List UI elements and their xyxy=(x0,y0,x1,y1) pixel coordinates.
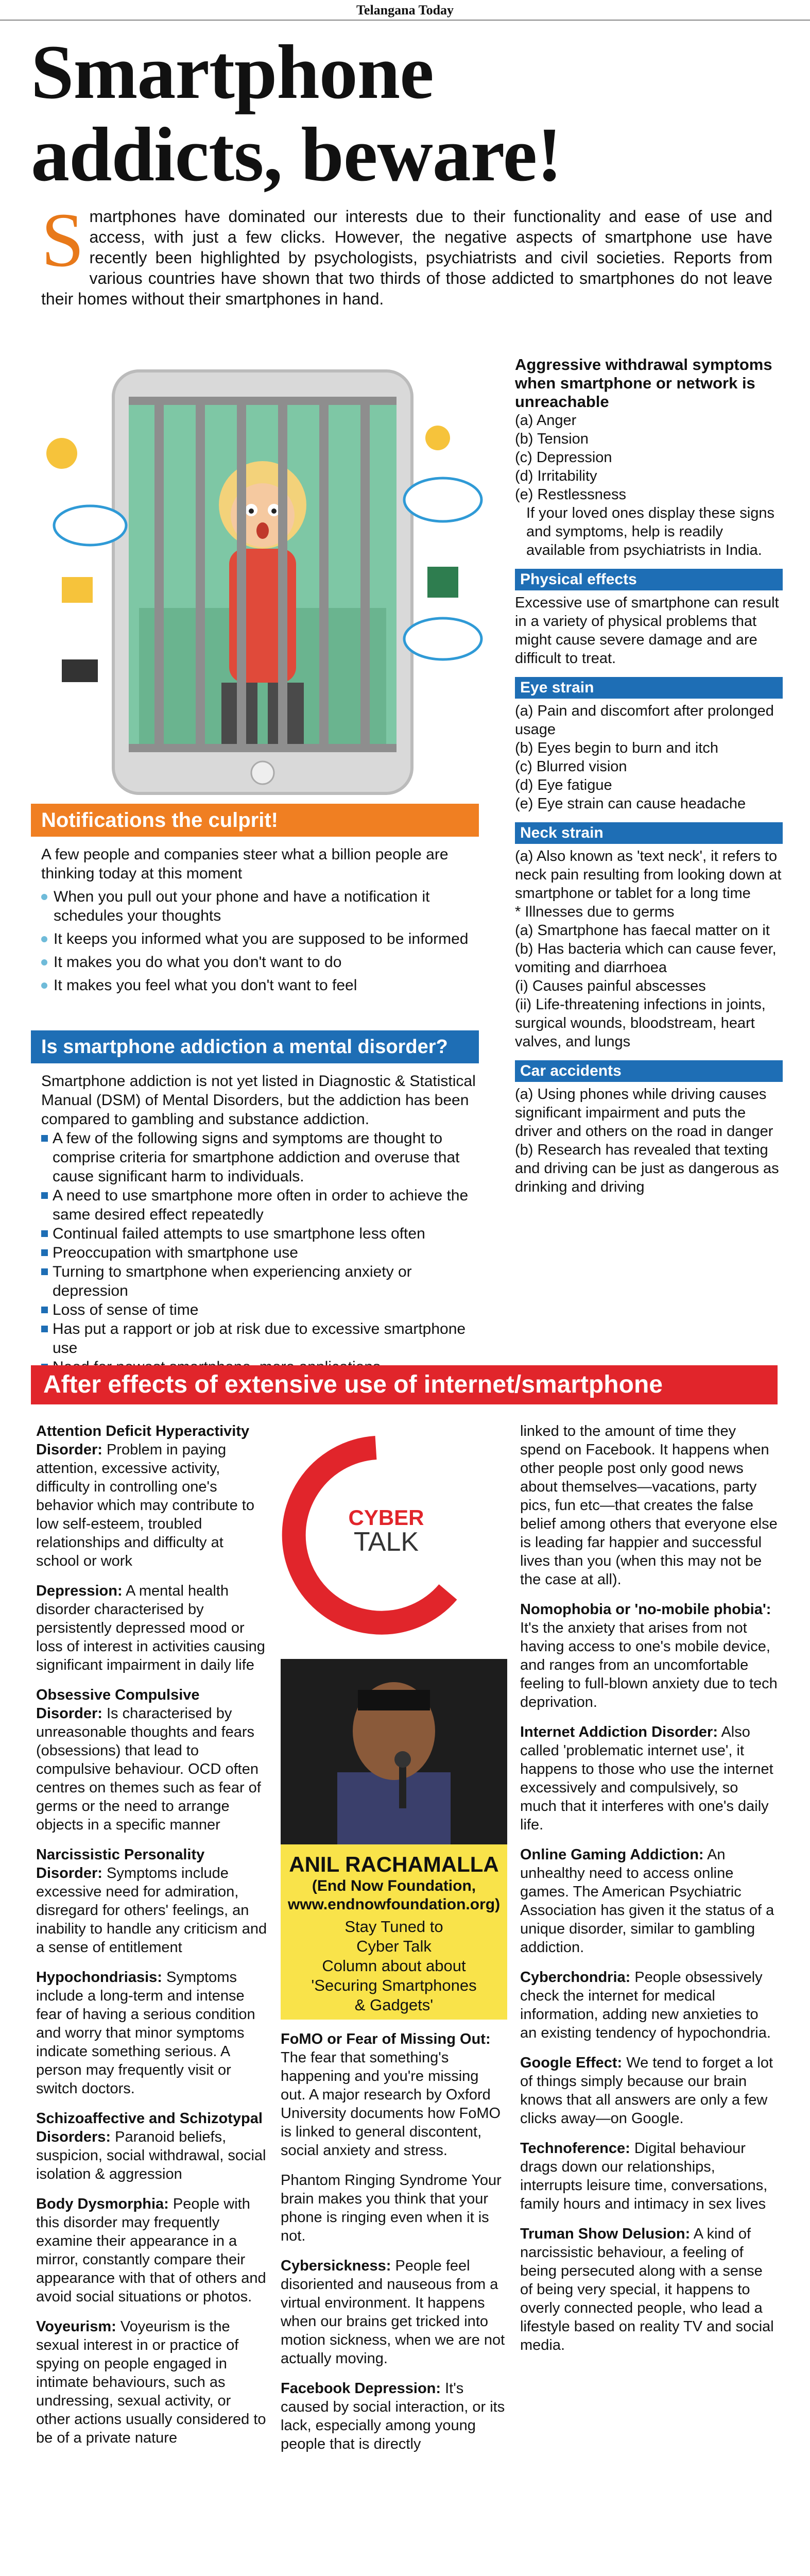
columnist-name: ANIL RACHAMALLA xyxy=(289,1852,499,1876)
disorder-term: Narcissistic Personality Disorder: xyxy=(36,1846,205,1882)
disorder-term: Internet Addiction Disorder: xyxy=(520,1724,718,1740)
disorder-term: Facebook Depression: xyxy=(281,2380,441,2397)
disorder-description: linked to the amount of time they spend on Facebook. It happens when other people post only good news about themselves—vacations, party pics, fun etc—that creates the false belief among others that everyone else is leading far happier and successful lives than you (when this may not be the case at all). xyxy=(520,1423,778,1588)
disorder-term: Body Dysmorphia: xyxy=(36,2196,169,2212)
disorder-bullet: Has put a rapport or job at risk due to excessive smartphone use xyxy=(41,1319,484,1358)
disorder-entry xyxy=(281,2379,507,2453)
neck-heading: Neck strain xyxy=(515,822,783,844)
withdrawal-item: (d) Irritability xyxy=(515,468,597,484)
eye-item: (c) Blurred vision xyxy=(515,758,627,775)
disorder-description: Symptoms include a long-term and intense fear of having a serious condition and worry that minor symptoms indicate something serious. A person may frequently visit or switch doctors. xyxy=(36,1969,255,2097)
column-about-2: 'Securing Smartphones xyxy=(311,1976,477,1994)
notification-bullet: It makes you do what you don't want to do xyxy=(41,953,484,972)
disorder-bullet: A need to use smartphone more often in order to achieve the same desired effect repeatedly xyxy=(41,1186,484,1224)
disorder-entry xyxy=(36,1686,268,1834)
disorder-description: An unhealthy need to access online games. The American Psychiatric Association has given it the status of a unique disorder, similar to gambling addiction. xyxy=(520,1846,774,1956)
headline xyxy=(31,31,783,196)
headline-line-1: Smartphone xyxy=(31,29,434,115)
disorder-entry xyxy=(520,2225,778,2354)
intro-text: martphones have dominated our interests due to their functionality and ease of use and access, with just a few clicks. However, the negative aspects of smartphone use have recently been highlighted by psychologists, psychiatrists and civil societies. Reports from various countries have shown that two thirds of those addicted to smartphones do not leave their homes without their smartphones in hand. xyxy=(41,207,772,308)
notifications-block xyxy=(41,845,484,995)
eye-item: (a) Pain and discomfort after prolonged usage xyxy=(515,703,774,738)
disorder-term: Obsessive Compulsive Disorder: xyxy=(36,1687,200,1722)
stay-tuned-1: Stay Tuned to xyxy=(344,1918,443,1936)
disorder-term: Schizoaffective and Schizotypal Disorders: xyxy=(36,2110,263,2145)
disorder-description: A kind of narcissistic behaviour, a feeling of being persecuted along with a sense of being very special, it happens to overly connected people, who lead a lifestyle based on reality TV and social media. xyxy=(520,2226,774,2353)
aftereffects-column-2 xyxy=(281,2030,507,2465)
phone-jail-illustration xyxy=(31,350,494,804)
cyber-talk-logo-line2: TALK xyxy=(353,1527,419,1557)
disorder-term: Nomophobia or 'no-mobile phobia': xyxy=(520,1601,771,1618)
disorder-intro: Smartphone addiction is not yet listed in Diagnostic & Statistical Manual (DSM) of Mental Disorders, but the addiction has been compared to gambling and substance addiction. xyxy=(41,1073,476,1128)
columnist-org: (End Now Foundation, xyxy=(312,1877,476,1894)
disorder-entry xyxy=(36,2317,268,2447)
disorder-term: Depression: xyxy=(36,1583,123,1599)
column-about-3: & Gadgets' xyxy=(354,1996,434,2014)
disorder-description: Digital behaviour drags down our relationships, interrupts leisure time, conversations, family hours and intimacy in sex lives xyxy=(520,2140,768,2212)
disorder-description: It's caused by social interaction, or its lack, especially among young people that is directly xyxy=(281,2380,505,2452)
disorder-bullet: Preoccupation with smartphone use xyxy=(41,1243,484,1262)
disorder-description: The fear that something's happening and you're missing out. A major research by Oxford University documents how FoMO is linked to general discontent, social anxiety and stress. xyxy=(281,2049,501,2159)
withdrawal-item: (c) Depression xyxy=(515,449,612,466)
column-about-1: Column about about xyxy=(322,1957,466,1975)
disorder-term: Cyberchondria: xyxy=(520,1969,631,1986)
disorder-entry xyxy=(520,1600,778,1711)
withdrawal-heading: Aggressive withdrawal symptoms when smartphone or network is unreachable xyxy=(515,355,772,411)
neck-item: (a) Smartphone has faecal matter on it xyxy=(515,922,770,939)
disorder-bullet: Continual failed attempts to use smartphone less often xyxy=(41,1224,484,1243)
notifications-intro: A few people and companies steer what a billion people are thinking today at this moment xyxy=(41,846,449,882)
disorder-entry xyxy=(520,1422,778,1589)
disorder-description: A mental health disorder characterised by persistently depressed mood or loss of interest in activities causing significant impairment in daily life xyxy=(36,1583,265,1673)
disorder-description: People obsessively check the internet for medical information, adding new anxieties to an existing tendency of hypochondria. xyxy=(520,1969,771,2041)
cyber-talk-logo-line1: CYBER xyxy=(348,1505,424,1530)
disorder-block xyxy=(41,1072,484,1377)
disorder-term: FoMO or Fear of Missing Out: xyxy=(281,2031,491,2047)
disorder-term: Attention Deficit Hyperactivity Disorder: xyxy=(36,1423,250,1458)
aftereffects-column-1 xyxy=(36,1422,268,2459)
disorder-description: We tend to forget a lot of things simply because our brain knows that all answers are only a few clicks away—on Google. xyxy=(520,2055,773,2127)
columnist-info xyxy=(281,1847,507,2015)
masthead: Telangana Today xyxy=(0,0,810,21)
disorder-entry xyxy=(281,2030,507,2160)
disorder-term: Voyeurism: xyxy=(36,2318,116,2335)
notification-bullet: It keeps you informed what you are supposed to be informed xyxy=(41,929,484,948)
neck-item: (b) Has bacteria which can cause fever, vomiting and diarrhoea xyxy=(515,941,777,976)
disorder-term: Truman Show Delusion: xyxy=(520,2226,691,2242)
disorder-term: Google Effect: xyxy=(520,2055,623,2071)
disorder-description: Also called 'problematic internet use', it happens to those who use the internet excessively and compulsively, so much that it interferes with one's daily life. xyxy=(520,1724,773,1833)
eye-item: (d) Eye fatigue xyxy=(515,777,612,793)
disorder-entry xyxy=(36,2195,268,2306)
eye-item: (e) Eye strain can cause headache xyxy=(515,795,746,812)
disorder-entry xyxy=(36,2109,268,2183)
dropcap: S xyxy=(41,197,84,283)
disorder-description: People feel disoriented and nauseous from a virtual environment. It happens when our brains get tricked into motion sickness, when we are not actually moving. xyxy=(281,2258,505,2367)
withdrawal-item: (b) Tension xyxy=(515,431,589,447)
aftereffects-heading: After effects of extensive use of internet/smartphone xyxy=(31,1365,778,1404)
columnist-photo xyxy=(281,1659,507,1844)
car-heading: Car accidents xyxy=(515,1060,783,1082)
disorder-description: Voyeurism is the sexual interest in or practice of spying on people engaged in intimate behaviours, such as undressing, sexual activity, or other actions usually considered to be of a private nature xyxy=(36,2318,266,2446)
physical-heading: Physical effects xyxy=(515,569,783,590)
disorder-bullet: Loss of sense of time xyxy=(41,1300,484,1319)
disorder-entry xyxy=(520,2054,778,2128)
notifications-heading: Notifications the culprit! xyxy=(31,804,479,837)
stay-tuned-2: Cyber Talk xyxy=(356,1937,432,1955)
neck-item: (i) Causes painful abscesses xyxy=(515,978,706,994)
columnist-card xyxy=(281,1659,507,2020)
neck-item: * Illnesses due to germs xyxy=(515,904,675,920)
disorder-entry xyxy=(281,2257,507,2368)
disorder-bullet: Turning to smartphone when experiencing anxiety or depression xyxy=(41,1262,484,1300)
disorder-entry xyxy=(520,1968,778,2042)
disorder-description: People with this disorder may frequently examine their appearance in a mirror, constantly compare their appearance with that of others and avoid social situations or photos. xyxy=(36,2196,266,2305)
disorder-description: It's the anxiety that arises from not having access to one's mobile device, and ranges from an uncomfortable feeling to full-blown anxiety due to tech deprivation. xyxy=(520,1620,778,1710)
notification-bullet: When you pull out your phone and have a notification it schedules your thoughts xyxy=(41,887,484,925)
disorder-entry xyxy=(36,1582,268,1674)
car-item: (a) Using phones while driving causes significant impairment and puts the driver and others on the road in danger xyxy=(515,1086,773,1140)
eye-item: (b) Eyes begin to burn and itch xyxy=(515,740,718,756)
disorder-entry xyxy=(36,1968,268,2098)
withdrawal-item: (a) Anger xyxy=(515,412,577,429)
disorder-term: Technoference: xyxy=(520,2140,630,2157)
neck-item: (a) Also known as 'text neck', it refers to neck pain resulting from looking down at smartphone or tablet for a long time xyxy=(515,848,782,902)
disorder-term: Hypochondriasis: xyxy=(36,1969,162,1986)
car-item: (b) Research has revealed that texting and driving can be just as dangerous as drinking and driving xyxy=(515,1142,779,1195)
disorder-description: Paranoid beliefs, suspicion, social withdrawal, social isolation & aggression xyxy=(36,2129,266,2182)
eye-heading: Eye strain xyxy=(515,677,783,699)
notification-bullet: It makes you feel what you don't want to feel xyxy=(41,976,484,995)
cyber-talk-logo xyxy=(278,1427,474,1654)
columnist-site: www.endnowfoundation.org) xyxy=(287,1896,501,1913)
disorder-description: Problem in paying attention, excessive activity, difficulty in controlling one's behavior which may contribute to low self-esteem, troubled relationships and difficulty at school or work xyxy=(36,1442,254,1569)
withdrawal-note: If your loved ones display these signs and symptoms, help is readily available from psychiatrists in India. xyxy=(526,505,774,558)
neck-item: (ii) Life-threatening infections in joints, surgical wounds, bloodstream, heart valves, and lungs xyxy=(515,996,766,1050)
disorder-description: Is characterised by unreasonable thoughts and fears (obsessions) that lead to compulsive behaviour. OCD often centres on themes such as fear of germs or the need to arrange objects in a specific manner xyxy=(36,1705,261,1833)
disorder-entry xyxy=(36,1422,268,1570)
disorder-term: Cybersickness: xyxy=(281,2258,391,2274)
symptoms-column xyxy=(515,355,783,1196)
intro-paragraph xyxy=(41,197,772,309)
disorder-entry xyxy=(520,1845,778,1957)
disorder-entry xyxy=(281,2171,507,2245)
disorder-heading: Is smartphone addiction a mental disorder? xyxy=(31,1030,479,1063)
physical-text: Excessive use of smartphone can result in a variety of physical problems that might cause severe damage and are difficult to treat. xyxy=(515,595,779,667)
disorder-bullet: A few of the following signs and symptoms are thought to comprise criteria for smartphone addiction and overuse that cause significant harm to individuals. xyxy=(41,1129,484,1186)
aftereffects-column-3 xyxy=(520,1422,778,2366)
disorder-entry xyxy=(520,2139,778,2213)
disorder-term: Online Gaming Addiction: xyxy=(520,1846,704,1863)
disorder-description: Phantom Ringing Syndrome Your brain makes you think that your phone is ringing even when it is not. xyxy=(281,2172,502,2244)
headline-line-2: addicts, beware! xyxy=(31,112,562,197)
disorder-entry xyxy=(36,1845,268,1957)
withdrawal-item: (e) Restlessness xyxy=(515,486,626,503)
disorder-description: Symptoms include excessive need for admiration, disregard for others' feelings, an inability to handle any criticism and a sense of entitlement xyxy=(36,1865,267,1956)
disorder-entry xyxy=(520,1723,778,1834)
